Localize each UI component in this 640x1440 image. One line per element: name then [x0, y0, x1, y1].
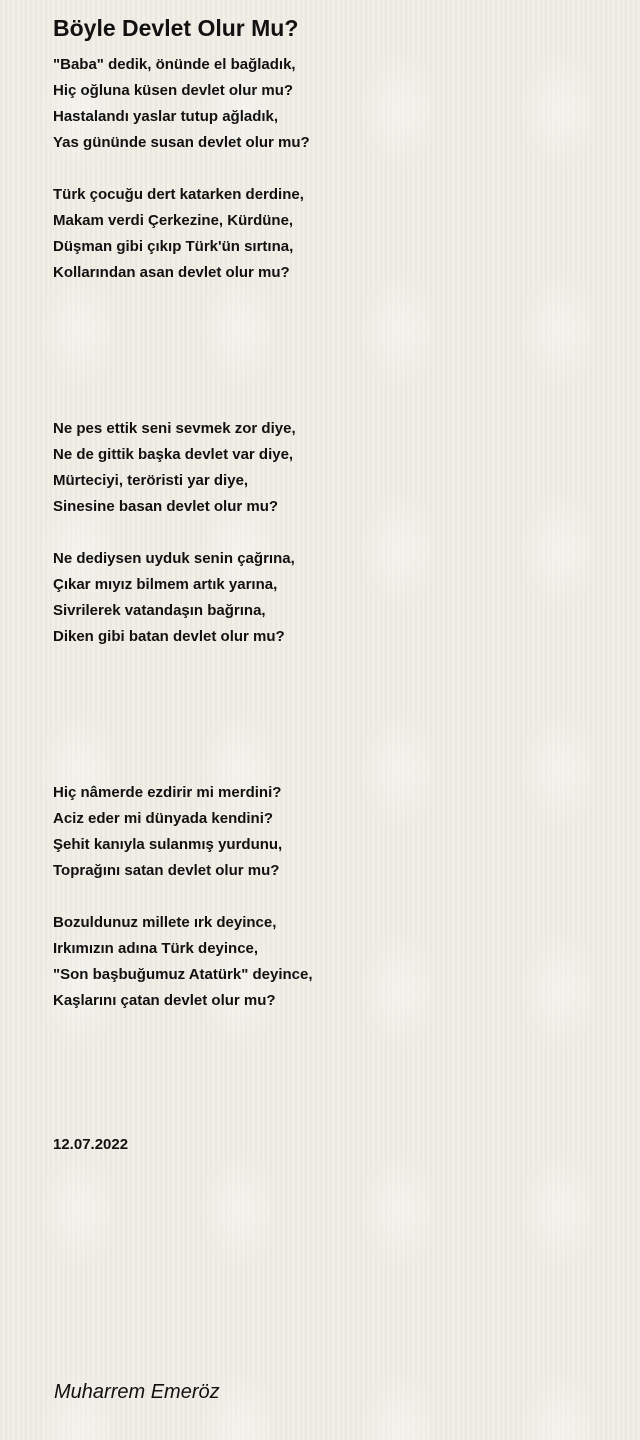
poem-author: Muharrem Emeröz: [54, 1381, 220, 1403]
poem-line: Hiç nâmerde ezdirir mi merdini?: [53, 784, 282, 801]
poem-line: Aciz eder mi dünyada kendini?: [53, 810, 274, 827]
poem-line: Hastalandı yaslar tutup ağladık,: [53, 108, 279, 125]
poem-line: Kollarından asan devlet olur mu?: [53, 264, 290, 281]
stanza-4: [53, 546, 613, 650]
poem-line: Ne de gittik başka devlet var diye,: [53, 446, 294, 463]
poem-line: Sinesine basan devlet olur mu?: [53, 498, 279, 515]
stanza-2: [53, 182, 613, 286]
poem-line: "Son başbuğumuz Atatürk" deyince,: [53, 966, 313, 983]
poem-line: Mürteciyi, teröristi yar diye,: [53, 472, 249, 489]
poem-title: Böyle Devlet Olur Mu?: [53, 15, 299, 41]
poem-line: Yas gününde susan devlet olur mu?: [53, 134, 310, 151]
stanza-6: [53, 910, 613, 1014]
poem-line: Türk çocuğu dert katarken derdine,: [53, 186, 304, 203]
poem-line: Irkımızın adına Türk deyince,: [53, 940, 259, 957]
poem-line: Sivrilerek vatandaşın bağrına,: [53, 602, 266, 619]
poem-line: Hiç oğluna küsen devlet olur mu?: [53, 82, 294, 99]
poem-line: Makam verdi Çerkezine, Kürdüne,: [53, 212, 294, 229]
poem-line: Toprağını satan devlet olur mu?: [53, 862, 280, 879]
stanza-3: [53, 416, 613, 520]
poem-line: Diken gibi batan devlet olur mu?: [53, 628, 285, 645]
poem-line: Bozuldunuz millete ırk deyince,: [53, 914, 277, 931]
poem-line: Ne dediysen uyduk senin çağrına,: [53, 550, 295, 567]
poem-line: Şehit kanıyla sulanmış yurdunu,: [53, 836, 283, 853]
poem-date: 12.07.2022: [53, 1136, 129, 1153]
poem-line: Ne pes ettik seni sevmek zor diye,: [53, 420, 296, 437]
stanza-1: [53, 52, 613, 156]
poem-line: "Baba" dedik, önünde el bağladık,: [53, 56, 296, 73]
poem-line: Çıkar mıyız bilmem artık yarına,: [53, 576, 278, 593]
poem-line: Kaşlarını çatan devlet olur mu?: [53, 992, 276, 1009]
poem-line: Düşman gibi çıkıp Türk'ün sırtına,: [53, 238, 294, 255]
stanza-5: [53, 780, 613, 884]
poem-body: [53, 52, 613, 1014]
